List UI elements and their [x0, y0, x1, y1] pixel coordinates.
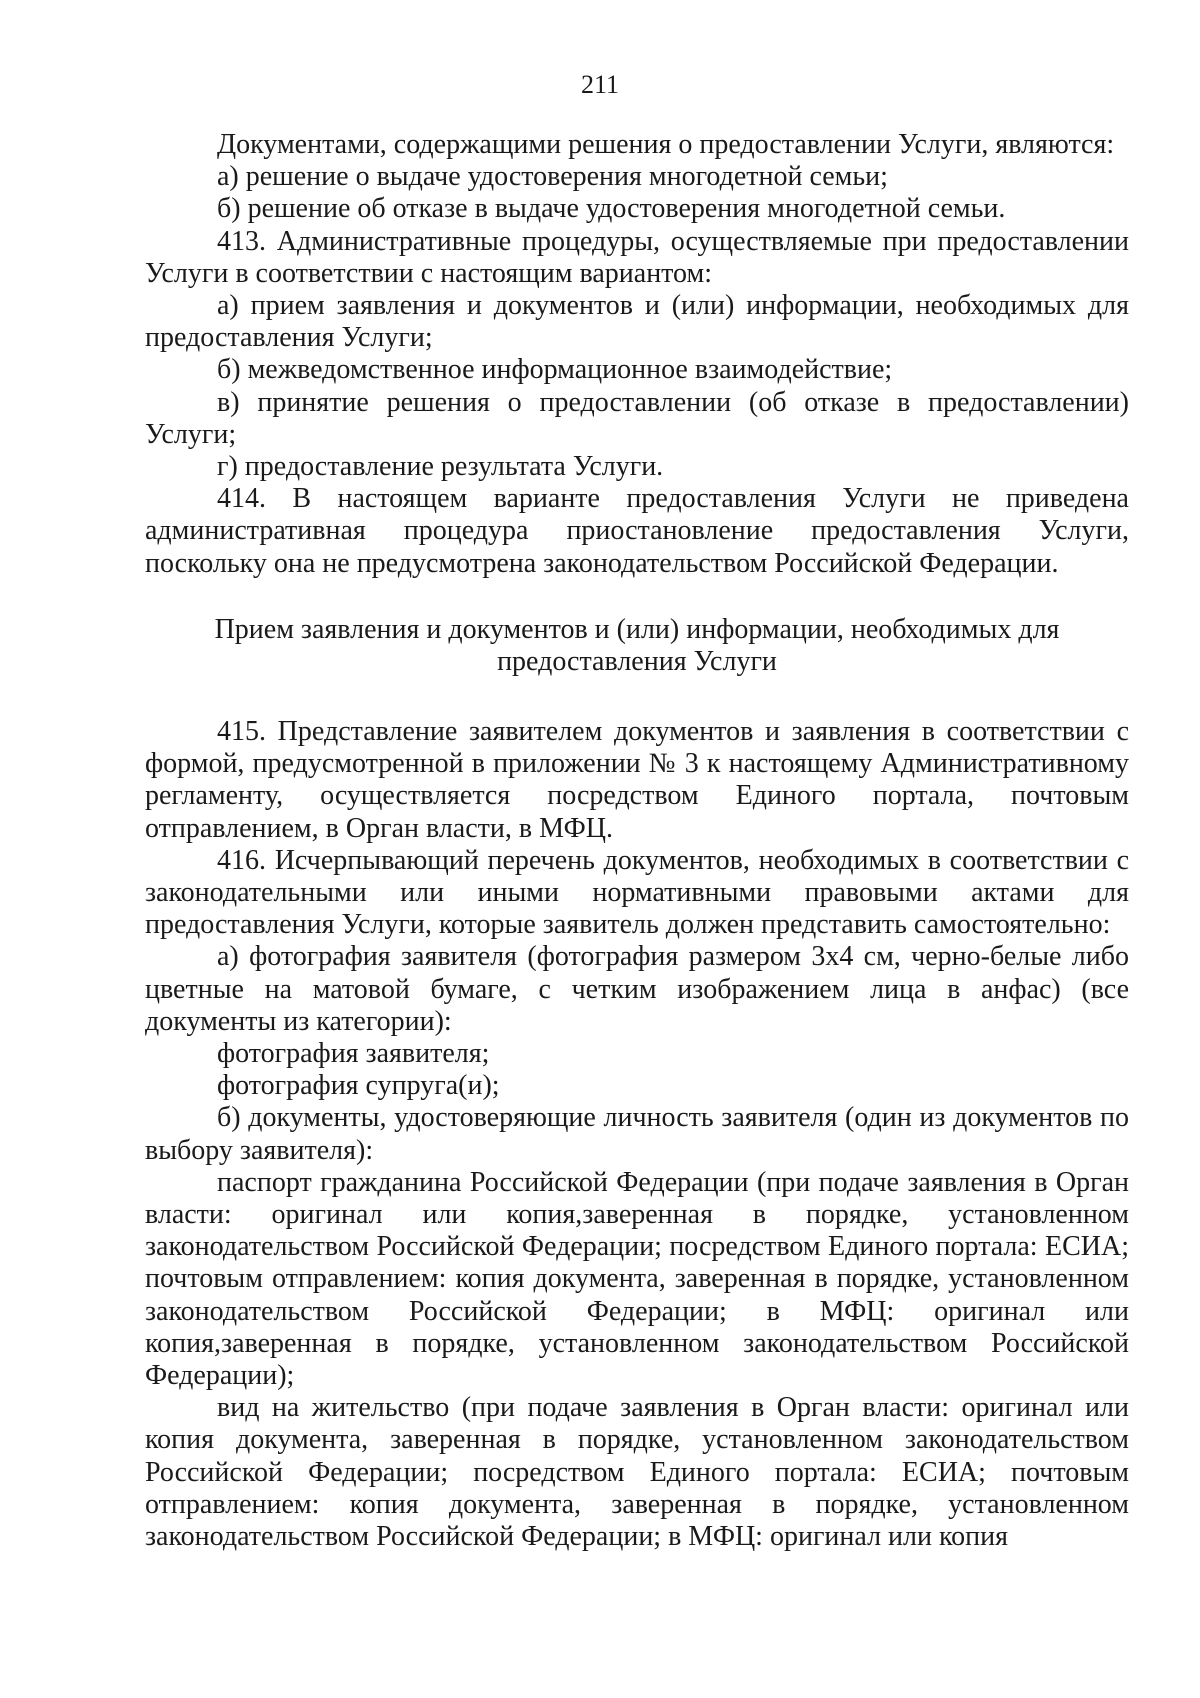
list-item: а) прием заявления и документов и (или) информации, необходимых для предоставления Услуги;: [145, 290, 1129, 354]
list-item: фотография супруга(и);: [217, 1070, 500, 1102]
page-number: 211: [580, 70, 620, 99]
list-item: а) фотография заявителя (фотография размером 3х4 см, черно-белые либо цветные на матовой бумаге, с четким изображением лица в анфас) (все документы из категории):: [145, 941, 1129, 1037]
list-item: а) решение о выдаче удостоверения многодетной семьи;: [217, 161, 888, 193]
section-heading-line: Прием заявления и документов и (или) информации, необходимых для: [214, 614, 1060, 645]
list-item: паспорт гражданина Российской Федерации (при подаче заявления в Орган власти: оригинал или копия,заверенная в порядке, установленном законодательством Российской Федерации; посредством Единого портала: ЕСИА; почтовым отправлением: копия документа, заверенная в порядке, установленном законодательством Российской Федерации; в МФЦ: оригинал или копия,заверенная в порядке, установленном законодательством Российской Федерации);: [145, 1166, 1129, 1392]
list-item: в) принятие решения о предоставлении (об отказе в предоставлении) Услуги;: [145, 386, 1129, 450]
document-body-bottom: [145, 716, 1129, 1553]
list-item: б) решение об отказе в выдаче удостоверения многодетной семьи.: [217, 193, 1006, 225]
paragraph-416: 416. Исчерпывающий перечень документов, необходимых в соответствии с законодательными или иными нормативными правовыми актами для предоставления Услуги, которые заявитель должен представить самостоятельно:: [145, 844, 1129, 941]
paragraph-414: 414. В настоящем варианте предоставления Услуги не приведена административная процедура приостановление предоставления Услуги, поскольку она не предусмотрена законодательством Российской Федерации.: [145, 483, 1129, 579]
paragraph-415: 415. Представление заявителем документов и заявления в соответствии с формой, предусмотренной в приложении № 3 к настоящему Административному регламенту, осуществляется посредством Единого портала, почтовым отправлением, в Орган власти, в МФЦ.: [145, 716, 1129, 844]
paragraph-413: 413. Административные процедуры, осуществляемые при предоставлении Услуги в соответствии с настоящим вариантом:: [145, 225, 1129, 289]
list-item: б) межведомственное информационное взаимодействие;: [217, 354, 893, 386]
document-body-top: [145, 129, 1129, 580]
section-heading-line: предоставления Услуги: [497, 646, 777, 678]
list-item: фотография заявителя;: [217, 1038, 490, 1070]
section-heading: [145, 614, 1129, 678]
list-item: г) предоставление результата Услуги.: [217, 451, 664, 483]
list-item: вид на жительство (при подаче заявления в Орган власти: оригинал или копия документа, заверенная в порядке, установленном законодательством Российской Федерации; посредством Единого портала: ЕСИА; почтовым отправлением: копия документа, заверенная в порядке, установленном законодательством Российской Федерации; в МФЦ: оригинал или копия: [145, 1392, 1129, 1553]
list-item: б) документы, удостоверяющие личность заявителя (один из документов по выбору заявителя):: [145, 1102, 1129, 1166]
paragraph: Документами, содержащими решения о предоставлении Услуги, являются:: [217, 129, 1115, 160]
